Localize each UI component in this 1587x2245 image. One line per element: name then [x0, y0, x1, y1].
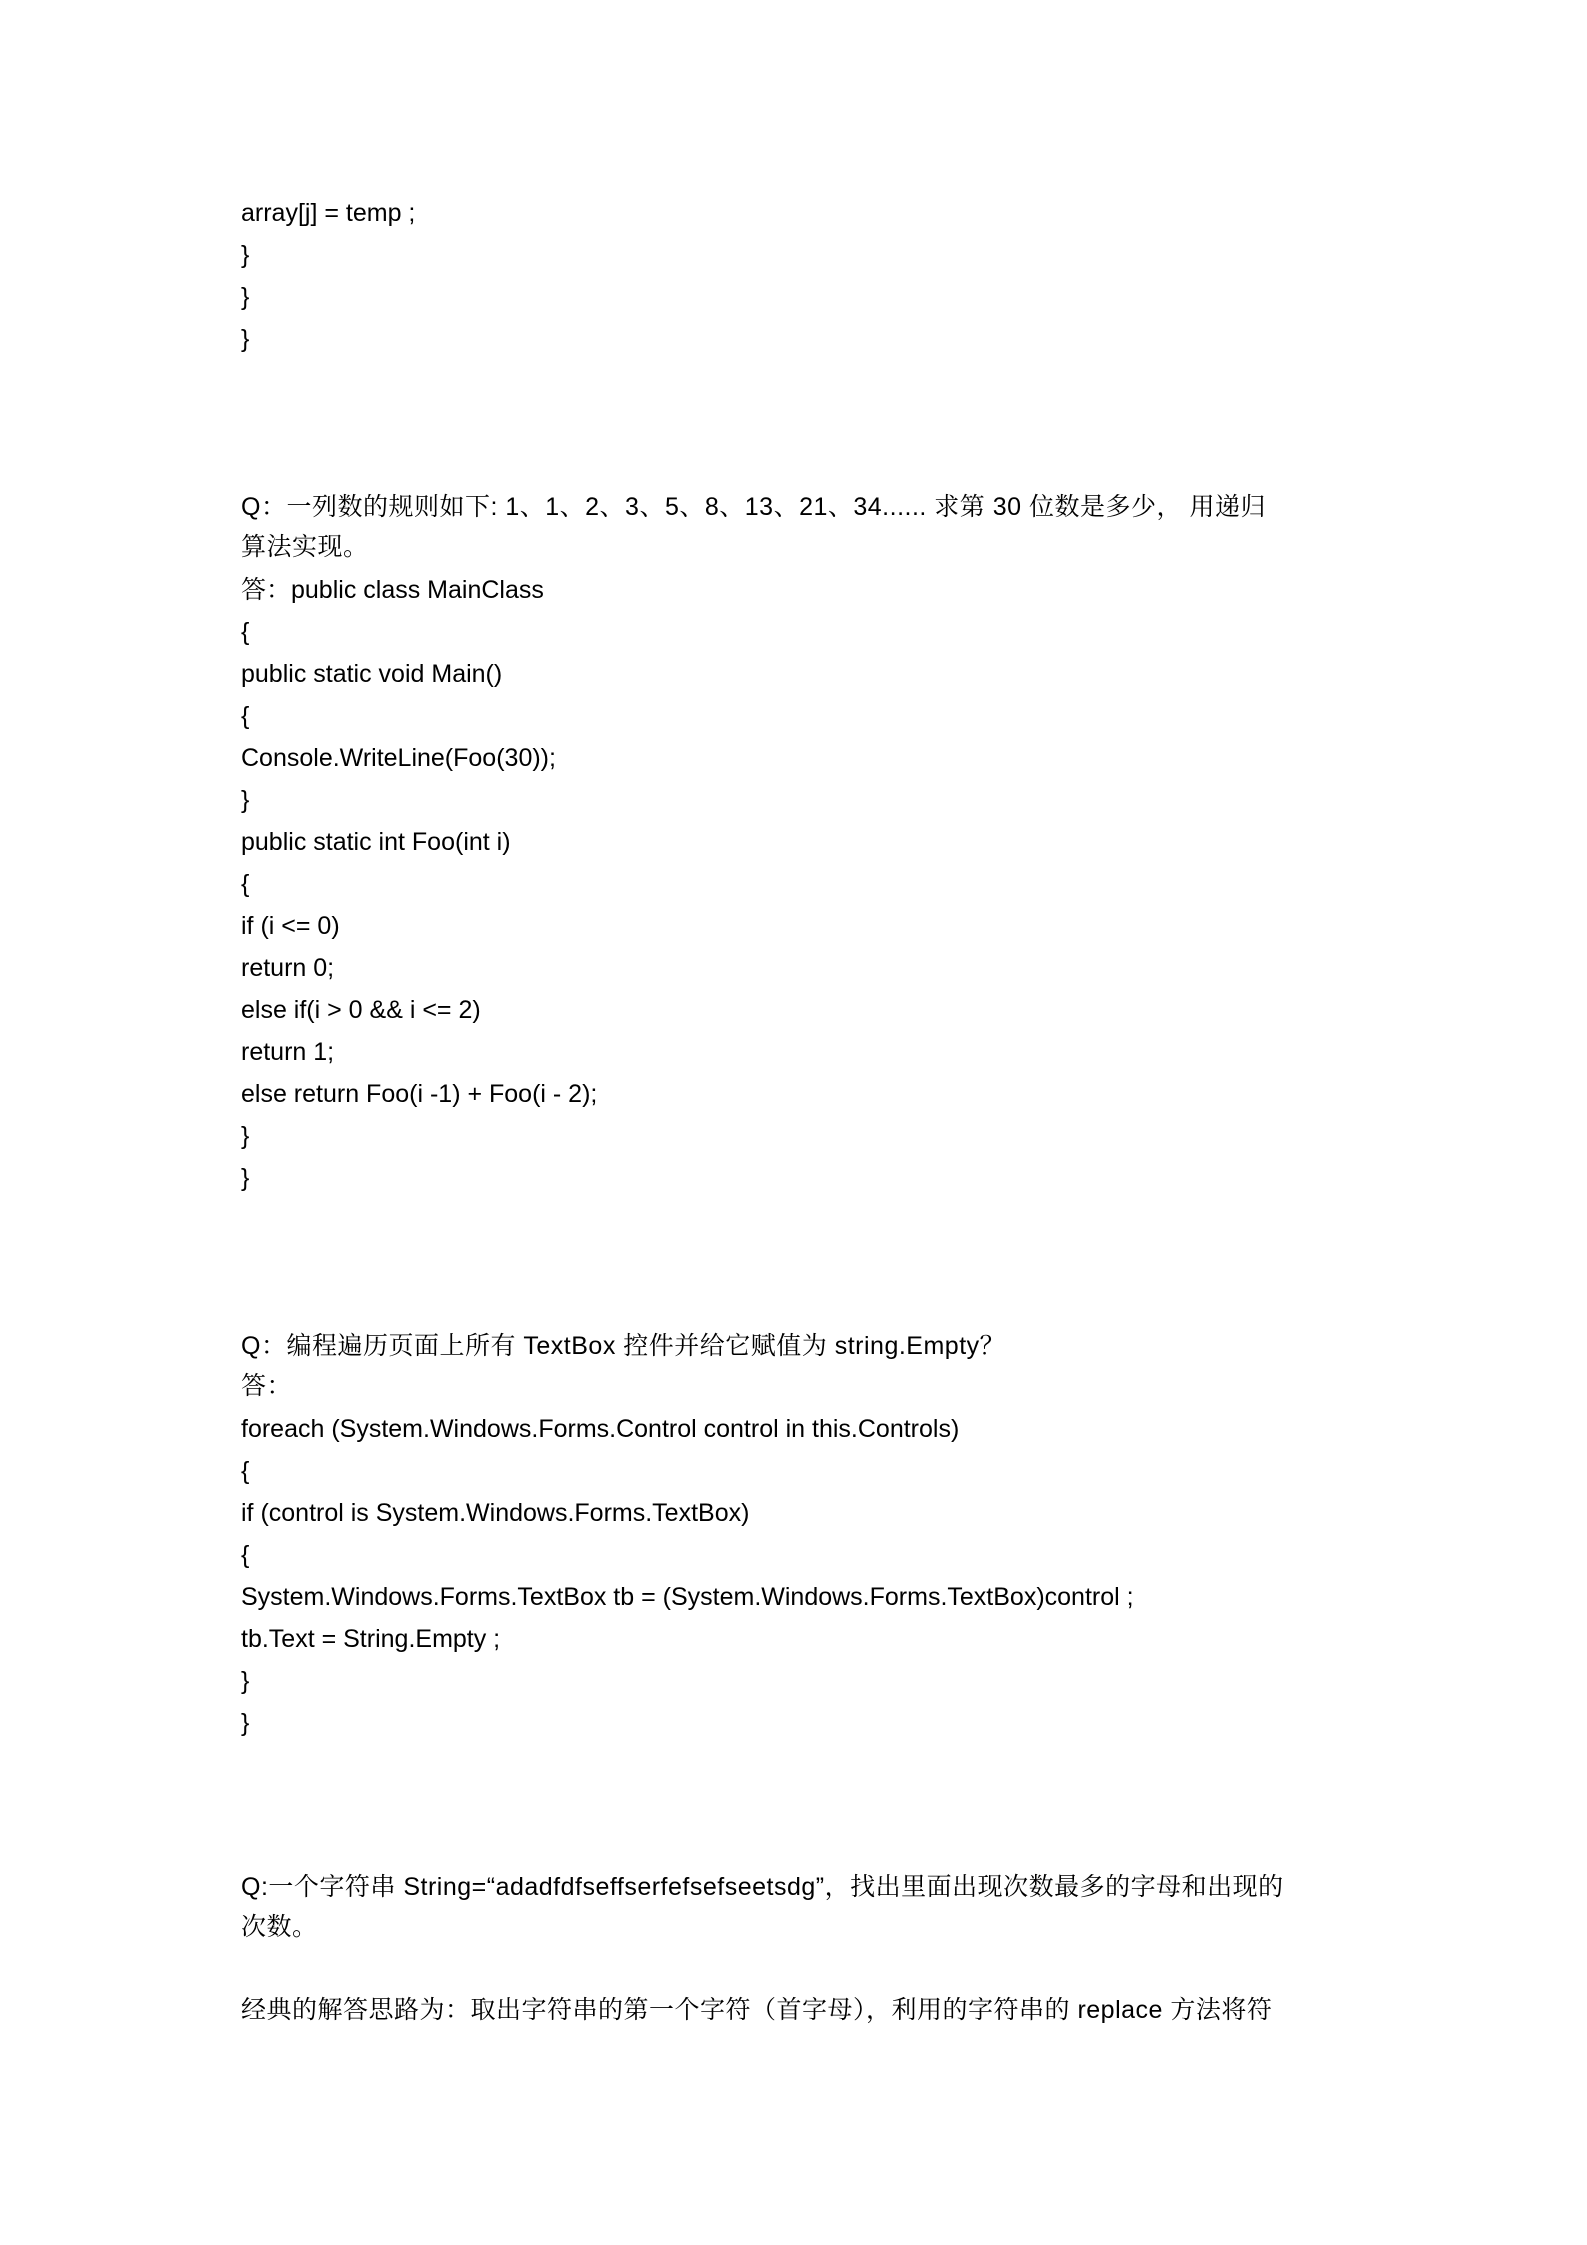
- code-line: array[j] = temp ;: [241, 199, 416, 227]
- code-line: Console.WriteLine(Foo(30));: [241, 744, 556, 772]
- answer-line: 答：public class MainClass: [241, 576, 544, 604]
- code-line: System.Windows.Forms.TextBox tb = (System.Windows.Forms.TextBox)control ;: [241, 1583, 1134, 1611]
- code-line: {: [241, 1541, 250, 1569]
- code-line: }: [241, 1122, 250, 1150]
- question-text: Q：一列数的规则如下: 1、1、2、3、5、8、13、21、34...... 求第 30 位数是多少， 用递归: [241, 493, 1266, 521]
- code-line: return 0;: [241, 954, 335, 982]
- code-line: else return Foo(i -1) + Foo(i - 2);: [241, 1080, 598, 1108]
- question-text: 次数。: [241, 1913, 318, 1941]
- code-line: else if(i > 0 && i <= 2): [241, 996, 481, 1024]
- code-line: }: [241, 1709, 250, 1737]
- code-line: {: [241, 870, 250, 898]
- code-line: foreach (System.Windows.Forms.Control control in this.Controls): [241, 1415, 960, 1443]
- question-text: 算法实现。: [241, 533, 369, 561]
- code-line: }: [241, 1667, 250, 1695]
- code-line: public static int Foo(int i): [241, 828, 511, 856]
- code-line: }: [241, 325, 250, 353]
- answer-label: 答：: [241, 1372, 293, 1400]
- code-line: {: [241, 702, 250, 730]
- question-text: Q:一个字符串 String=“adadfdfseffserfefsefseetsdg”，找出里面出现次数最多的字母和出现的: [241, 1873, 1284, 1901]
- code-line: }: [241, 786, 250, 814]
- code-line: if (i <= 0): [241, 912, 340, 940]
- code-line: {: [241, 618, 250, 646]
- code-line: tb.Text = String.Empty ;: [241, 1625, 501, 1653]
- code-line: if (control is System.Windows.Forms.TextBox): [241, 1499, 750, 1527]
- code-line: }: [241, 1164, 250, 1192]
- code-line: {: [241, 1457, 250, 1485]
- question-text: Q：编程遍历页面上所有 TextBox 控件并给它赋值为 string.Empty？: [241, 1332, 1006, 1360]
- answer-paragraph: 经典的解答思路为：取出字符串的第一个字符（首字母），利用的字符串的 replace 方法将符: [241, 1996, 1273, 2024]
- code-line: }: [241, 241, 250, 269]
- code-line: public static void Main(): [241, 660, 503, 688]
- code-line: return 1;: [241, 1038, 335, 1066]
- code-line: }: [241, 283, 250, 311]
